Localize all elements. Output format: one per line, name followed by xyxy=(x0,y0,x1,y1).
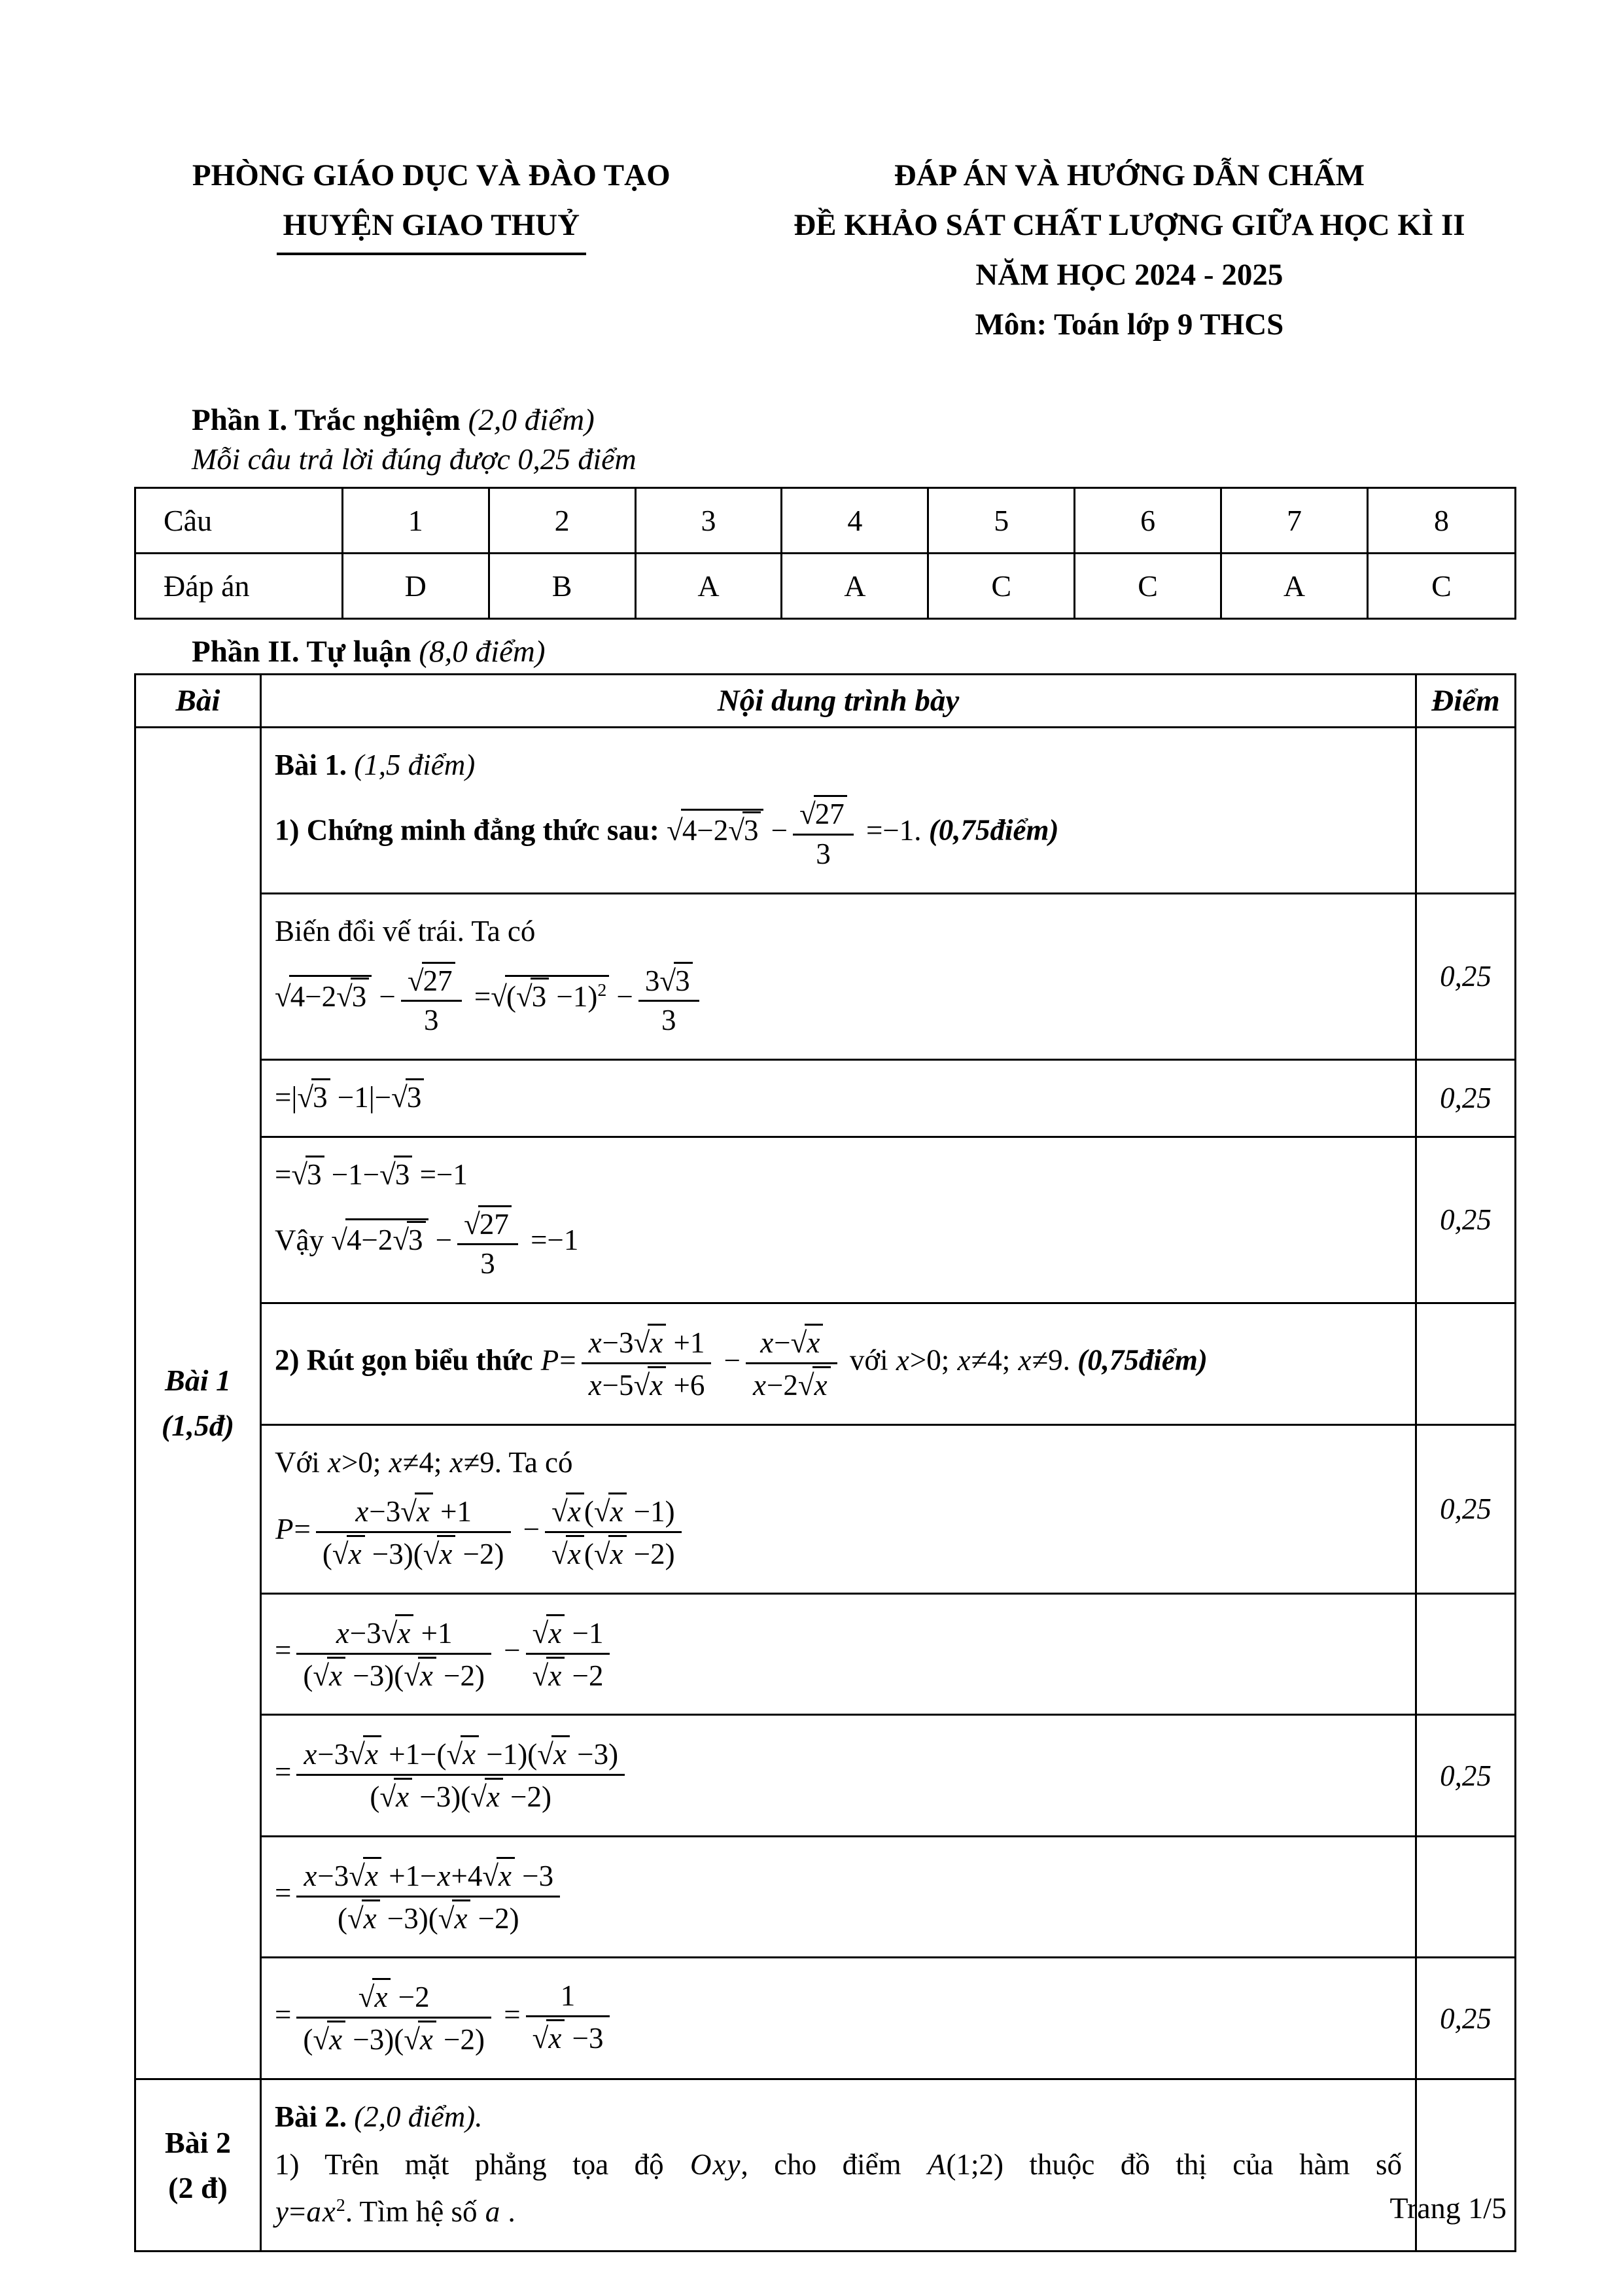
math-expression: x>0; x≠4; x≠9. xyxy=(328,1445,502,1479)
radical-sign: √ xyxy=(331,1224,347,1257)
radical-sign: √ xyxy=(470,1780,487,1813)
content-line xyxy=(275,1321,1402,1405)
fraction: $\frac{3√3}{3}$ xyxy=(638,962,699,1038)
square-root: √3 xyxy=(379,1155,412,1195)
solution-content xyxy=(261,1137,1416,1303)
square-root: √x xyxy=(537,1735,570,1772)
text-segment: với xyxy=(842,1343,896,1377)
mc-question-number: 7 xyxy=(1221,487,1368,553)
radical-sign: √ xyxy=(728,813,744,847)
radical-sign: √ xyxy=(336,980,353,1014)
square-root: √x xyxy=(532,1614,565,1651)
text-segment: Bài 2. xyxy=(275,2100,355,2133)
square-root: √x xyxy=(532,2019,565,2056)
math-expression: $y=ax^2$ xyxy=(275,2195,345,2229)
mc-question-number: 3 xyxy=(635,487,782,553)
radical-sign: √ xyxy=(423,1538,440,1570)
math-expression: =√3 −1−√3 =−1 xyxy=(275,1158,468,1191)
mc-answer-row xyxy=(135,553,1516,618)
part1-title xyxy=(192,402,1516,438)
mc-answer-header: Đáp án xyxy=(135,553,343,618)
solution-content xyxy=(261,1303,1416,1425)
answer-key-title: ĐÁP ÁN VÀ HƯỚNG DẪN CHẤM xyxy=(894,158,1365,192)
radical-sign: √ xyxy=(379,1780,396,1813)
table-row xyxy=(135,1424,1516,1593)
radical-sign: √ xyxy=(593,1495,610,1528)
fraction: $\frac{x-3√x +1-(√x -1)(√x -3)}{(√x -3)(√x -2)}$ xyxy=(296,1735,625,1814)
text-segment: Ta có xyxy=(502,1445,573,1479)
square-root: √x xyxy=(381,1614,414,1651)
fraction: $\frac{√27}{3}$ xyxy=(793,795,854,872)
part2-title xyxy=(192,634,1516,669)
square-root: √x xyxy=(791,1324,824,1360)
square-root: √x xyxy=(379,1778,412,1814)
fraction: $\frac{√27}{3}$ xyxy=(401,962,462,1038)
page-number: Trang 1/5 xyxy=(1389,2191,1507,2225)
math-expression: = $\frac{x-3√x +1}{(√x -3)(√x -2)}$ − $\frac{√x -1}{√x -2}$ xyxy=(275,1634,615,1667)
radical-sign: √ xyxy=(633,1368,650,1402)
radical-sign: √ xyxy=(407,964,424,997)
table-row xyxy=(135,727,1516,893)
mc-answer-value: C xyxy=(1367,553,1515,618)
square-root: √x xyxy=(594,1492,627,1529)
radical-sign: √ xyxy=(332,1538,349,1570)
radical-sign: √ xyxy=(275,980,291,1014)
text-segment: Với xyxy=(275,1445,328,1479)
score-cell: 0,25 xyxy=(1416,1424,1516,1593)
score-cell xyxy=(1416,1593,1516,1715)
text-segment: , cho điểm xyxy=(741,2147,928,2181)
exercise-label: Bài 1 (1,5đ) xyxy=(135,727,261,2079)
fraction: $\frac{x-3√x +1}{(√x -3)(√x -2)}$ xyxy=(316,1492,511,1572)
radical-sign: √ xyxy=(532,1659,549,1692)
content-line xyxy=(275,2097,1402,2137)
radical-sign: √ xyxy=(393,1224,410,1257)
math-expression: = $\frac{√x -2}{(√x -3)(√x -2)}$ = $\frac{1}{√x -3}$ xyxy=(275,1998,615,2031)
table-row xyxy=(135,1958,1516,2079)
score-cell xyxy=(1416,1303,1516,1425)
text-segment: (0,75điểm) xyxy=(921,813,1059,847)
content-line xyxy=(275,1155,1402,1195)
square-root: √x xyxy=(423,1535,456,1572)
radical-sign: √ xyxy=(633,1326,650,1359)
square-root: √x xyxy=(594,1535,627,1572)
fraction: $\frac{x-√x}{x-2√x}$ xyxy=(746,1324,837,1403)
column-header-diem: Điểm xyxy=(1416,674,1516,727)
square-root: √x xyxy=(404,2021,436,2057)
content-line xyxy=(275,1203,1402,1284)
content-line xyxy=(275,959,1402,1041)
text-segment: 1) Trên mặt phẳng tọa độ xyxy=(275,2147,690,2181)
square-root: √x xyxy=(358,1978,391,2015)
solution-table-body xyxy=(135,727,1516,2252)
radical-sign: √ xyxy=(349,1738,365,1771)
score-cell: 0,25 xyxy=(1416,893,1516,1059)
multiple-choice-table xyxy=(134,487,1516,620)
radical-sign: √ xyxy=(551,1495,568,1528)
radical-sign: √ xyxy=(347,1901,364,1935)
exercise-label: Bài 2 (2 đ) xyxy=(135,2079,261,2251)
mc-answer-value: D xyxy=(342,553,489,618)
mc-answer-value: C xyxy=(1075,553,1221,618)
text-segment: Bài 1. xyxy=(275,748,355,781)
radical-sign: √ xyxy=(797,1368,814,1402)
radical-sign: √ xyxy=(381,1616,398,1650)
math-expression: √4−2√3 − $\frac{√27}{3}$ $=√(√3 -1)^2$ − $\frac{3√3}{3}$ xyxy=(275,980,705,1013)
subject-line: Môn: Toán lớp 9 THCS xyxy=(975,308,1284,342)
square-root: √27 xyxy=(464,1205,512,1242)
square-root: √3 xyxy=(336,978,369,1014)
mc-question-number: 8 xyxy=(1367,487,1515,553)
part1-title-note: (2,0 điểm) xyxy=(468,402,595,437)
solution-content xyxy=(261,1715,1416,1837)
department-name: PHÒNG GIÁO DỤC VÀ ĐÀO TẠO xyxy=(192,158,671,192)
score-cell xyxy=(1416,1836,1516,1958)
square-root: √x xyxy=(404,1657,436,1693)
content-line xyxy=(275,1975,1402,2060)
score-cell: 0,25 xyxy=(1416,1137,1516,1303)
radical-sign: √ xyxy=(297,1081,314,1114)
square-root: √3 xyxy=(728,811,761,848)
content-line xyxy=(275,745,1402,785)
fraction: $\frac{1}{√x -3}$ xyxy=(526,1979,610,2056)
square-root: √x xyxy=(438,1899,471,1936)
square-root: $√(√3 -1)^2$ xyxy=(491,975,609,1017)
content-line xyxy=(275,2145,1402,2185)
text-segment: (1,5 điểm) xyxy=(354,748,476,781)
radical-sign: √ xyxy=(404,2023,420,2056)
content-line xyxy=(275,1854,1402,1939)
content-line xyxy=(275,1733,1402,1817)
square-root: √x xyxy=(313,1657,345,1693)
district-name xyxy=(134,200,729,255)
square-root: √3 xyxy=(391,1078,424,1118)
text-segment: Biến đổi vế trái. Ta có xyxy=(275,914,536,947)
square-root: √3 xyxy=(659,962,692,998)
radical-sign: √ xyxy=(438,1901,455,1935)
column-header-content: Nội dung trình bày xyxy=(261,674,1416,727)
fraction: $\frac{x-3√x +1-x+4√x -3}{(√x -3)(√x -2)}$ xyxy=(296,1857,560,1936)
radical-sign: √ xyxy=(391,1081,408,1114)
mc-question-number: 4 xyxy=(782,487,928,553)
fraction: $\frac{√x -1}{√x -2}$ xyxy=(526,1614,610,1693)
square-root: √4−2√3 xyxy=(667,809,763,851)
radical-sign: √ xyxy=(464,1207,480,1241)
solution-content xyxy=(261,727,1416,893)
content-line xyxy=(275,911,1402,951)
content-line xyxy=(275,1443,1402,1483)
solution-content xyxy=(261,893,1416,1059)
score-cell: 0,25 xyxy=(1416,1715,1516,1837)
fraction: $\frac{√x -2}{(√x -3)(√x -2)}$ xyxy=(296,1978,491,2057)
square-root: √x xyxy=(634,1366,667,1403)
text-segment: thuộc đồ thị của hàm số xyxy=(1003,2147,1402,2181)
square-root: √3 xyxy=(297,1078,330,1118)
table-row xyxy=(135,1593,1516,1715)
radical-sign: √ xyxy=(537,1738,553,1771)
score-cell xyxy=(1416,2079,1516,2251)
math-expression: = $\frac{x-3√x +1-x+4√x -3}{(√x -3)(√x -2)}$ xyxy=(275,1877,565,1909)
solution-content xyxy=(261,1836,1416,1958)
square-root: √3 xyxy=(291,1155,324,1195)
table-row xyxy=(135,1303,1516,1425)
square-root: √x xyxy=(634,1324,667,1360)
radical-sign: √ xyxy=(313,2023,330,2056)
part1-subtitle: Mỗi câu trả lời đúng được 0,25 điểm xyxy=(192,442,637,476)
square-root: √3 xyxy=(516,978,549,1014)
exam-title: ĐỀ KHẢO SÁT CHẤT LƯỢNG GIỮA HỌC KÌ II xyxy=(794,208,1465,243)
radical-sign: √ xyxy=(379,1157,396,1191)
score-cell: 0,25 xyxy=(1416,1958,1516,2079)
text-segment: 1) Chứng minh đẳng thức sau: xyxy=(275,813,667,847)
radical-sign: √ xyxy=(667,813,683,847)
math-expression: =|√3 −1|−√3 xyxy=(275,1081,424,1114)
square-root: √x xyxy=(470,1778,503,1814)
content-line xyxy=(275,792,1402,874)
radical-sign: √ xyxy=(404,1659,420,1692)
radical-sign: √ xyxy=(551,1538,568,1570)
table-row xyxy=(135,1715,1516,1837)
math-expression: P= $\frac{x-3√x +1}{x-5√x +6}$ − $\frac{x-√x}{x-2√x}$ xyxy=(540,1344,843,1377)
square-root: √x xyxy=(551,1492,584,1529)
solution-table xyxy=(134,673,1516,2253)
mc-question-number: 2 xyxy=(489,487,635,553)
part2-title-text: Phần II. Tự luận xyxy=(192,634,419,669)
square-root: √x xyxy=(446,1735,479,1772)
text-segment: Vậy xyxy=(275,1224,332,1257)
table-row xyxy=(135,893,1516,1059)
score-cell: 0,25 xyxy=(1416,1060,1516,1137)
radical-sign: √ xyxy=(515,980,532,1014)
table-row xyxy=(135,1060,1516,1137)
math-expression: = $\frac{x-3√x +1-(√x -1)(√x -3)}{(√x -3)(√x -2)}$ xyxy=(275,1756,630,1788)
mc-answer-value: C xyxy=(928,553,1075,618)
content-line xyxy=(275,2192,1402,2232)
text-segment: . xyxy=(500,2195,515,2229)
radical-sign: √ xyxy=(349,1859,365,1892)
radical-sign: √ xyxy=(491,980,507,1014)
square-root: √x xyxy=(347,1899,380,1936)
content-line xyxy=(275,1612,1402,1696)
radical-sign: √ xyxy=(593,1538,610,1570)
fraction: $\frac{x-3√x +1}{(√x -3)(√x -2)}$ xyxy=(296,1614,491,1693)
content-line xyxy=(275,1490,1402,1574)
math-expression: √4−2√3 − $\frac{√27}{3}$ =−1. xyxy=(667,814,921,847)
square-root: √3 xyxy=(393,1221,425,1258)
square-root: √27 xyxy=(799,795,847,832)
square-root: √27 xyxy=(408,962,455,998)
table-row xyxy=(135,2079,1516,2251)
mc-question-row xyxy=(135,487,1516,553)
math-expression: A(1;2) xyxy=(928,2147,1003,2181)
square-root: √x xyxy=(313,2021,345,2057)
radical-sign: √ xyxy=(532,2022,549,2055)
math-expression: Oxy xyxy=(690,2147,741,2181)
math-expression: √4−2√3 − $\frac{√27}{3}$ =−1 xyxy=(331,1224,578,1256)
solution-content xyxy=(261,1958,1416,2079)
content-line xyxy=(275,1078,1402,1118)
text-segment: (0,75điểm) xyxy=(1070,1343,1208,1377)
square-root: √x xyxy=(532,1657,565,1693)
square-root: √x xyxy=(349,1735,381,1772)
square-root: √x xyxy=(482,1857,515,1894)
mc-question-header: Câu xyxy=(135,487,343,553)
radical-sign: √ xyxy=(799,798,816,831)
mc-answer-value: A xyxy=(1221,553,1368,618)
part2-title-note: (8,0 điểm) xyxy=(419,634,546,669)
fraction: $\frac{√27}{3}$ xyxy=(457,1205,518,1282)
radical-sign: √ xyxy=(659,964,676,997)
radical-sign: √ xyxy=(313,1659,330,1692)
math-expression: a xyxy=(485,2195,500,2229)
radical-sign: √ xyxy=(446,1738,463,1771)
square-root: √x xyxy=(798,1366,831,1403)
radical-sign: √ xyxy=(291,1157,308,1191)
square-root: √4−2√3 xyxy=(331,1218,428,1260)
mc-answer-value: A xyxy=(782,553,928,618)
text-segment: (2,0 điểm). xyxy=(354,2100,483,2133)
radical-sign: √ xyxy=(358,1981,375,2014)
school-year: NĂM HỌC 2024 - 2025 xyxy=(975,258,1283,292)
column-header-bai: Bài xyxy=(135,674,261,727)
part1-title-text: Phần I. Trắc nghiệm xyxy=(192,402,468,437)
mc-question-number: 5 xyxy=(928,487,1075,553)
math-expression: P= $\frac{x-3√x +1}{(√x -3)(√x -2)}$ − $\frac{√x (√x -1)}{√x (√x -2)}$ xyxy=(275,1513,687,1545)
radical-sign: √ xyxy=(482,1859,499,1892)
fraction: $\frac{x-3√x +1}{x-5√x +6}$ xyxy=(582,1324,712,1403)
solution-table-header-row xyxy=(135,674,1516,727)
square-root: √x xyxy=(332,1535,365,1572)
square-root: √x xyxy=(551,1535,584,1572)
solution-content xyxy=(261,2079,1416,2251)
score-cell xyxy=(1416,727,1516,893)
text-segment: 2) Rút gọn biểu thức xyxy=(275,1343,540,1377)
math-expression: x>0; x≠4; x≠9. xyxy=(896,1343,1070,1377)
square-root: √x xyxy=(400,1492,433,1529)
radical-sign: √ xyxy=(400,1495,417,1528)
issuing-authority-block xyxy=(134,150,729,350)
mc-answer-value: A xyxy=(635,553,782,618)
radical-sign: √ xyxy=(532,1616,549,1650)
mc-question-number: 1 xyxy=(342,487,489,553)
solution-content xyxy=(261,1060,1416,1137)
district-name-underlined: HUYỆN GIAO THUỶ xyxy=(277,200,587,255)
radical-sign: √ xyxy=(790,1326,807,1359)
table-row xyxy=(135,1137,1516,1303)
fraction: $\frac{√x (√x -1)}{√x (√x -2)}$ xyxy=(545,1492,682,1572)
square-root: √x xyxy=(349,1857,381,1894)
document-header xyxy=(134,150,1516,350)
mc-question-number: 6 xyxy=(1075,487,1221,553)
document-title-block xyxy=(742,150,1516,350)
solution-content xyxy=(261,1593,1416,1715)
square-root: √4−2√3 xyxy=(275,975,372,1017)
text-segment: . Tìm hệ số xyxy=(345,2195,485,2229)
mc-answer-value: B xyxy=(489,553,635,618)
table-row xyxy=(135,1836,1516,1958)
solution-content xyxy=(261,1424,1416,1593)
